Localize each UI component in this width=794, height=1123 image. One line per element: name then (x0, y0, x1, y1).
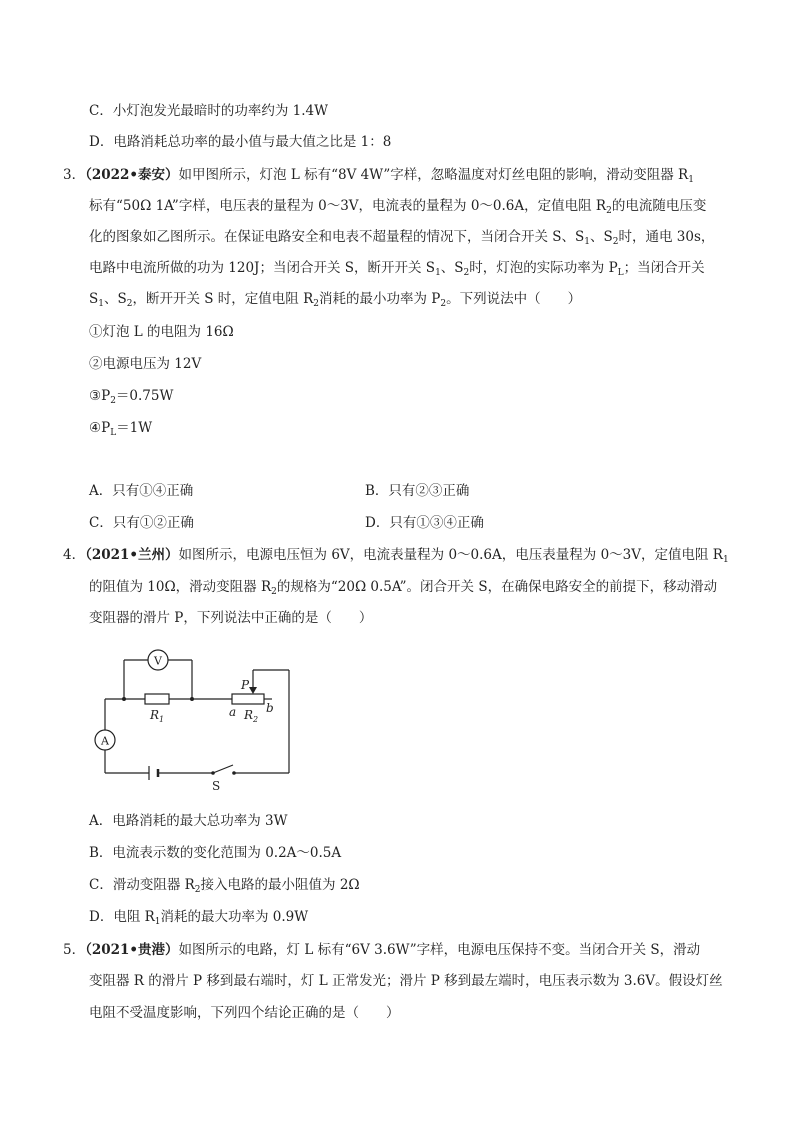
switch-s-label: S (212, 779, 221, 793)
q3-text: 化的图象如乙图所示。在保证电路安全和电表不超量程的情况下，当闭合开关 S、S (89, 229, 585, 245)
subscript: 2 (271, 587, 277, 597)
q5-number: 5． (63, 942, 86, 958)
subscript: 2 (463, 268, 470, 278)
circuit-diagram (88, 640, 308, 798)
q3-line-2 (89, 196, 706, 216)
q4-text: 如图所示，电源电压恒为 6V，电流表量程为 0～0.6A，电压表量程为 0～3V，定值电阻 R (178, 547, 723, 563)
rheostat-r2-icon (232, 694, 264, 704)
q4-line-2 (89, 577, 717, 597)
q3-text: 消耗的最小功率为 P (319, 291, 441, 307)
subscript: 1 (435, 268, 441, 278)
switch-icon (211, 771, 215, 775)
slider-p-label: P (241, 678, 250, 692)
subscript: 1 (154, 917, 161, 927)
q3-text: 的电流随电压变 (611, 198, 707, 214)
q5-line-1 (63, 940, 700, 960)
q3-text: 时，通电 30s， (618, 229, 715, 245)
q3-statement-4 (89, 418, 152, 438)
subscript: 2 (440, 299, 447, 309)
q4-line-3: 变阻器的滑片 P，下列说法中正确的是（ ） (89, 610, 373, 626)
q3-option-b: B．只有②③正确 (365, 483, 470, 499)
slider-arrow-icon (249, 687, 257, 694)
resistor-r1-icon (145, 694, 169, 704)
q5-line-2: 变阻器 R 的滑片 P 移到最右端时，灯 L 正常发光；滑片 P 移到最左端时，电压表示数为 3.6V。假设灯丝 (89, 973, 723, 989)
q3-text: ＝1W (116, 420, 153, 436)
subscript: 2 (313, 299, 319, 309)
q3-line-5 (89, 289, 581, 309)
q4-option-c (89, 875, 360, 895)
r1-label: $R_1$ (150, 708, 165, 724)
q4-option-a: A．电路消耗的最大总功率为 3W (89, 813, 288, 829)
q3-text: 、S (103, 291, 127, 307)
q4-text: D．电阻 R (89, 909, 155, 925)
q3-text: 如甲图所示，灯泡 L 标有“8V 4W”字样，忽略温度对灯丝电阻的影响，滑动变阻器 R (178, 167, 689, 183)
q3-statement-2: ②电源电压为 12V (89, 356, 202, 372)
subscript: 2 (606, 206, 612, 216)
q3-text: ；当闭合开关 (623, 260, 705, 276)
subscript: L (617, 268, 624, 278)
q3-text: 、S (590, 229, 613, 245)
q3-text: 、S (440, 260, 464, 276)
q3-source-tag: （2022•泰安） (85, 167, 179, 183)
q3-text: S (89, 291, 99, 307)
subscript: 2 (194, 885, 201, 895)
subscript: 1 (98, 299, 104, 309)
subscript: 1 (584, 237, 591, 247)
ammeter-label: A (101, 734, 109, 748)
q5-source-tag: （2021•贵港） (85, 942, 179, 958)
q3-text: ，断开开关 S 时，定值电阻 R (132, 291, 314, 307)
q4-source-tag: （2021•兰州） (85, 547, 179, 563)
q4-text: 的规格为“20Ω 0.5A”。闭合开关 S，在确保电路安全的前提下，移动滑动 (276, 579, 718, 595)
q3-text: 标有“50Ω 1A”字样，电压表的量程为 0～3V，电流表的量程为 0～0.6A，定值电阻 R (89, 198, 607, 214)
subscript: 2 (612, 237, 619, 247)
junction-dot (190, 697, 194, 701)
q3-text: ＝0.75W (115, 388, 174, 404)
q3-statement-3 (89, 386, 173, 406)
terminal-b-label: b (266, 701, 274, 715)
q4-line-1 (63, 545, 729, 565)
voltmeter-label: V (154, 654, 162, 668)
q5-text: 如图所示的电路，灯 L 标有“6V 3.6W”字样，电源电压保持不变。当闭合开关 S，滑动 (178, 942, 701, 958)
q5-line-3: 电阻不受温度影响，下列四个结论正确的是（ ） (89, 1005, 400, 1021)
q4-option-b: B．电流表示数的变化范围为 0.2A～0.5A (89, 845, 342, 861)
q4-text: 的阻值为 10Ω，滑动变阻器 R (89, 579, 272, 595)
q3-line-3 (89, 227, 714, 247)
q4-option-d (89, 907, 308, 927)
q3-option-a: A．只有①④正确 (89, 483, 194, 499)
q3-line-4 (89, 258, 705, 278)
q3-statement-1: ①灯泡 L 的电阻为 16Ω (89, 324, 234, 340)
subscript: 1 (722, 555, 729, 565)
switch-icon (232, 771, 236, 775)
q3-option-c: C．只有①②正确 (89, 515, 194, 531)
junction-dot (122, 697, 126, 701)
q3-text: 。下列说法中（ ） (446, 291, 582, 307)
r2-label: $R_2$ (244, 708, 259, 724)
q3-text: 时，灯泡的实际功率为 P (469, 260, 618, 276)
subscript: 2 (110, 396, 116, 406)
q3-line-1 (63, 165, 694, 185)
q4-text: C．滑动变阻器 R (89, 877, 195, 893)
q4-number: 4． (63, 547, 86, 563)
q4-text: 消耗的最大功率为 0.9W (160, 909, 309, 925)
subscript: 1 (688, 175, 694, 185)
terminal-a-label: a (229, 705, 237, 719)
q3-text: ④P (89, 420, 111, 436)
q3-text: 电路中电流所做的功为 120J；当闭合开关 S，断开开关 S (89, 260, 436, 276)
q3-text: ③P (89, 388, 111, 404)
q3-number: 3． (63, 167, 86, 183)
q2-option-c: C．小灯泡发光最暗时的功率约为 1.4W (89, 103, 328, 119)
q3-option-d: D．只有①③④正确 (365, 515, 484, 531)
subscript: L (110, 428, 117, 438)
q4-text: 接入电路的最小阻值为 2Ω (200, 877, 360, 893)
subscript: 2 (126, 299, 133, 309)
q2-option-d: D．电路消耗总功率的最小值与最大值之比是 1：8 (89, 134, 392, 150)
